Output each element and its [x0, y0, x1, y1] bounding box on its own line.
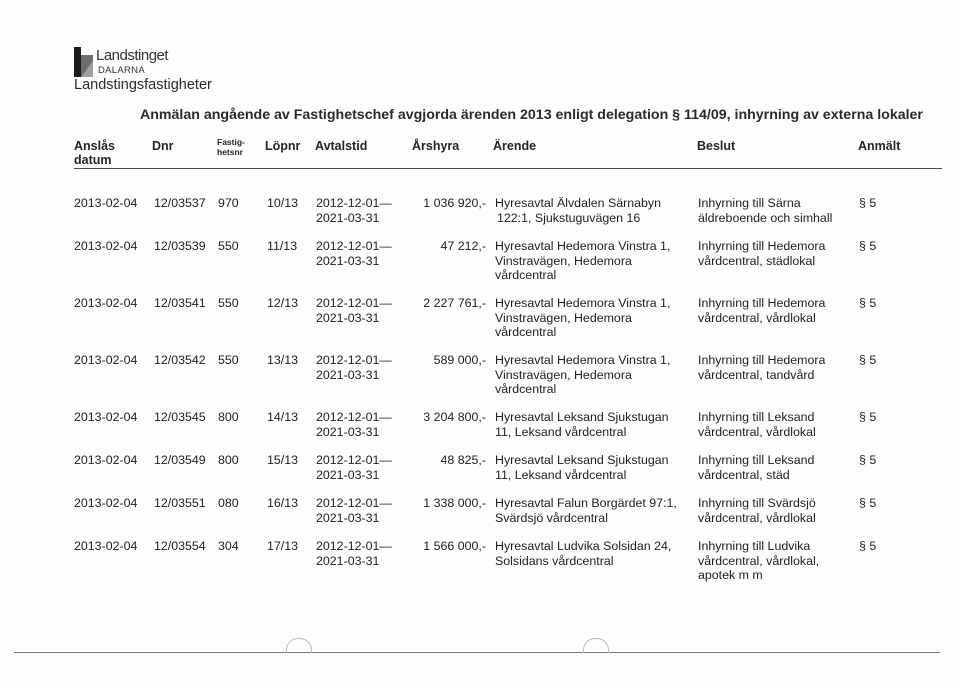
cell-dnr: 12/03545: [154, 410, 206, 424]
cell-lopnr: 12/13: [267, 296, 299, 310]
arende-line: Hyresavtal Hedemora Vinstra 1,: [495, 353, 671, 367]
bottom-divider: [14, 652, 940, 653]
cell-dnr: 12/03554: [154, 539, 206, 553]
header-arende: Ärende: [493, 139, 537, 153]
arende-line: Hyresavtal Falun Borgärdet 97:1,: [495, 496, 677, 510]
cell-beslut: [698, 496, 816, 525]
cell-anmalt: § 5: [859, 539, 877, 553]
cell-anmalt: § 5: [859, 496, 877, 510]
arende-line: Solsidans vårdcentral: [495, 553, 614, 568]
header-arshyra: Årshyra: [412, 139, 460, 153]
arende-line: Hyresavtal Ludvika Solsidan 24,: [495, 539, 672, 553]
beslut-line: Inhyrning till Leksand: [698, 410, 815, 424]
arende-line: Hyresavtal Älvdalen Särnabyn: [495, 196, 661, 210]
arende-line: Vinstravägen, Hedemora: [495, 310, 632, 325]
arende-line: Svärdsjö vårdcentral: [495, 510, 608, 525]
cell-beslut: [698, 239, 825, 268]
beslut-line: vårdcentral, städ: [698, 467, 790, 482]
logo-organisation: Landstingsfastigheter: [74, 77, 212, 93]
cell-datum: 2013-02-04: [74, 453, 138, 467]
cell-arende: [495, 453, 669, 482]
cell-beslut: [698, 410, 816, 439]
beslut-line: vårdcentral, tandvård: [698, 367, 815, 382]
cell-anmalt: § 5: [859, 410, 877, 424]
cell-fastighetsnr: 550: [218, 353, 239, 367]
cell-arshyra: 1 338 000,-: [423, 496, 486, 510]
cell-avtalstid: [316, 296, 392, 325]
arende-line: Vinstravägen, Hedemora: [495, 253, 632, 268]
avtalstid-from: 2012-12-01—: [316, 239, 392, 253]
cell-beslut: [698, 453, 814, 482]
header-anslas: [74, 139, 115, 167]
cell-datum: 2013-02-04: [74, 239, 138, 253]
arende-line: Hyresavtal Hedemora Vinstra 1,: [495, 296, 671, 310]
cell-arende: [495, 353, 670, 397]
header-anmalt: Anmält: [858, 139, 901, 153]
cell-avtalstid: [316, 196, 392, 225]
cell-datum: 2013-02-04: [74, 410, 138, 424]
cell-beslut: [698, 296, 825, 325]
beslut-line: Inhyrning till Leksand: [698, 453, 815, 467]
avtalstid-to: 2021-03-31: [316, 367, 380, 382]
cell-arshyra: 589 000,-: [433, 353, 486, 367]
header-anslas-line2: datum: [74, 153, 112, 167]
cell-lopnr: 17/13: [267, 539, 299, 553]
avtalstid-to: 2021-03-31: [316, 467, 380, 482]
beslut-line: vårdcentral, vårdlokal,: [698, 553, 820, 568]
punch-hole-mark: [286, 638, 312, 653]
beslut-line: apotek m m: [698, 568, 763, 582]
cell-avtalstid: [316, 239, 392, 268]
cell-anmalt: § 5: [859, 353, 877, 367]
beslut-line: Inhyrning till Särna: [698, 196, 801, 210]
cell-fastighetsnr: 550: [218, 296, 239, 310]
avtalstid-to: 2021-03-31: [316, 210, 380, 225]
cell-anmalt: § 5: [859, 453, 877, 467]
arende-line: vårdcentral: [495, 325, 557, 339]
cell-fastighetsnr: 080: [218, 496, 239, 510]
arende-line: 11, Leksand vårdcentral: [495, 467, 627, 482]
cell-fastighetsnr: 550: [218, 239, 239, 253]
avtalstid-from: 2012-12-01—: [316, 353, 392, 367]
cell-avtalstid: [316, 353, 392, 382]
beslut-line: vårdcentral, städlokal: [698, 253, 816, 268]
landstinget-logo-icon: [74, 47, 94, 77]
document-title: Anmälan angående av Fastighetschef avgjorda ärenden 2013 enligt delegation § 114/09, inhyrning av externa lokaler: [140, 107, 923, 123]
cell-arshyra: 3 204 800,-: [423, 410, 486, 424]
avtalstid-from: 2012-12-01—: [316, 453, 392, 467]
cell-arshyra: 1 036 920,-: [423, 196, 486, 210]
cell-avtalstid: [316, 453, 392, 482]
header-beslut: Beslut: [697, 139, 736, 153]
avtalstid-from: 2012-12-01—: [316, 296, 392, 310]
cell-arende: [495, 196, 661, 225]
punch-hole-mark: [583, 638, 609, 653]
cell-dnr: 12/03541: [154, 296, 206, 310]
beslut-line: äldreboende och simhall: [698, 210, 833, 225]
arende-line: Hyresavtal Leksand Sjukstugan: [495, 453, 669, 467]
cell-lopnr: 10/13: [267, 196, 299, 210]
avtalstid-to: 2021-03-31: [316, 253, 380, 268]
cell-datum: 2013-02-04: [74, 496, 138, 510]
avtalstid-from: 2012-12-01—: [316, 410, 392, 424]
cell-dnr: 12/03537: [154, 196, 206, 210]
beslut-line: Inhyrning till Hedemora: [698, 239, 826, 253]
cell-dnr: 12/03549: [154, 453, 206, 467]
arende-line: Hyresavtal Leksand Sjukstugan: [495, 410, 669, 424]
avtalstid-from: 2012-12-01—: [316, 496, 392, 510]
cell-arende: [495, 496, 677, 525]
landstinget-logo: [74, 44, 214, 94]
avtalstid-to: 2021-03-31: [316, 424, 380, 439]
arende-line: 122:1, Sjukstuguvägen 16: [497, 210, 641, 225]
logo-name: Landstinget: [96, 47, 169, 64]
header-lopnr: Löpnr: [265, 139, 301, 153]
cell-dnr: 12/03551: [154, 496, 206, 510]
cell-dnr: 12/03542: [154, 353, 206, 367]
logo-region: DALARNA: [98, 65, 145, 76]
header-fastighetsnr: [217, 137, 245, 157]
arende-line: vårdcentral: [495, 382, 557, 396]
arende-line: 11, Leksand vårdcentral: [495, 424, 627, 439]
avtalstid-to: 2021-03-31: [316, 310, 380, 325]
beslut-line: vårdcentral, vårdlokal: [698, 510, 816, 525]
cell-datum: 2013-02-04: [74, 353, 138, 367]
cell-datum: 2013-02-04: [74, 196, 138, 210]
beslut-line: Inhyrning till Hedemora: [698, 353, 826, 367]
beslut-line: Inhyrning till Svärdsjö: [698, 496, 816, 510]
cell-arende: [495, 239, 670, 283]
cell-datum: 2013-02-04: [74, 296, 138, 310]
header-anslas-line1: Anslås: [74, 139, 115, 153]
beslut-line: vårdcentral, vårdlokal: [698, 424, 816, 439]
beslut-line: Inhyrning till Hedemora: [698, 296, 826, 310]
cell-arshyra: 47 212,-: [440, 239, 486, 253]
cell-lopnr: 14/13: [267, 410, 299, 424]
cell-arende: [495, 410, 669, 439]
cell-beslut: [698, 353, 825, 382]
header-avtalstid: Avtalstid: [315, 139, 368, 153]
avtalstid-from: 2012-12-01—: [316, 196, 392, 210]
cell-datum: 2013-02-04: [74, 539, 138, 553]
cell-lopnr: 11/13: [267, 239, 298, 253]
cell-anmalt: § 5: [859, 239, 877, 253]
arende-line: Hyresavtal Hedemora Vinstra 1,: [495, 239, 671, 253]
header-fastig-line1: Fastig-: [217, 137, 245, 147]
cell-avtalstid: [316, 539, 392, 568]
cell-anmalt: § 5: [859, 196, 877, 210]
cell-arende: [495, 539, 671, 568]
cell-fastighetsnr: 800: [218, 410, 239, 424]
cell-dnr: 12/03539: [154, 239, 206, 253]
cell-fastighetsnr: 970: [218, 196, 239, 210]
header-dnr: Dnr: [152, 139, 174, 153]
cell-avtalstid: [316, 496, 392, 525]
arende-line: vårdcentral: [495, 268, 557, 282]
cell-avtalstid: [316, 410, 392, 439]
beslut-line: Inhyrning till Ludvika: [698, 539, 811, 553]
cell-arende: [495, 296, 670, 340]
avtalstid-to: 2021-03-31: [316, 510, 380, 525]
cell-fastighetsnr: 800: [218, 453, 239, 467]
header-divider: [74, 168, 942, 169]
cell-lopnr: 15/13: [267, 453, 299, 467]
cell-beslut: [698, 196, 832, 225]
arende-line: Vinstravägen, Hedemora: [495, 367, 632, 382]
cell-beslut: [698, 539, 819, 583]
cell-anmalt: § 5: [859, 296, 877, 310]
cell-lopnr: 16/13: [267, 496, 299, 510]
avtalstid-to: 2021-03-31: [316, 553, 380, 568]
cell-lopnr: 13/13: [267, 353, 299, 367]
cell-arshyra: 2 227 761,-: [423, 296, 486, 310]
beslut-line: vårdcentral, vårdlokal: [698, 310, 816, 325]
cell-fastighetsnr: 304: [218, 539, 239, 553]
cell-arshyra: 1 566 000,-: [423, 539, 486, 553]
header-fastig-line2: hetsnr: [217, 147, 243, 157]
cell-arshyra: 48 825,-: [440, 453, 486, 467]
avtalstid-from: 2012-12-01—: [316, 539, 392, 553]
